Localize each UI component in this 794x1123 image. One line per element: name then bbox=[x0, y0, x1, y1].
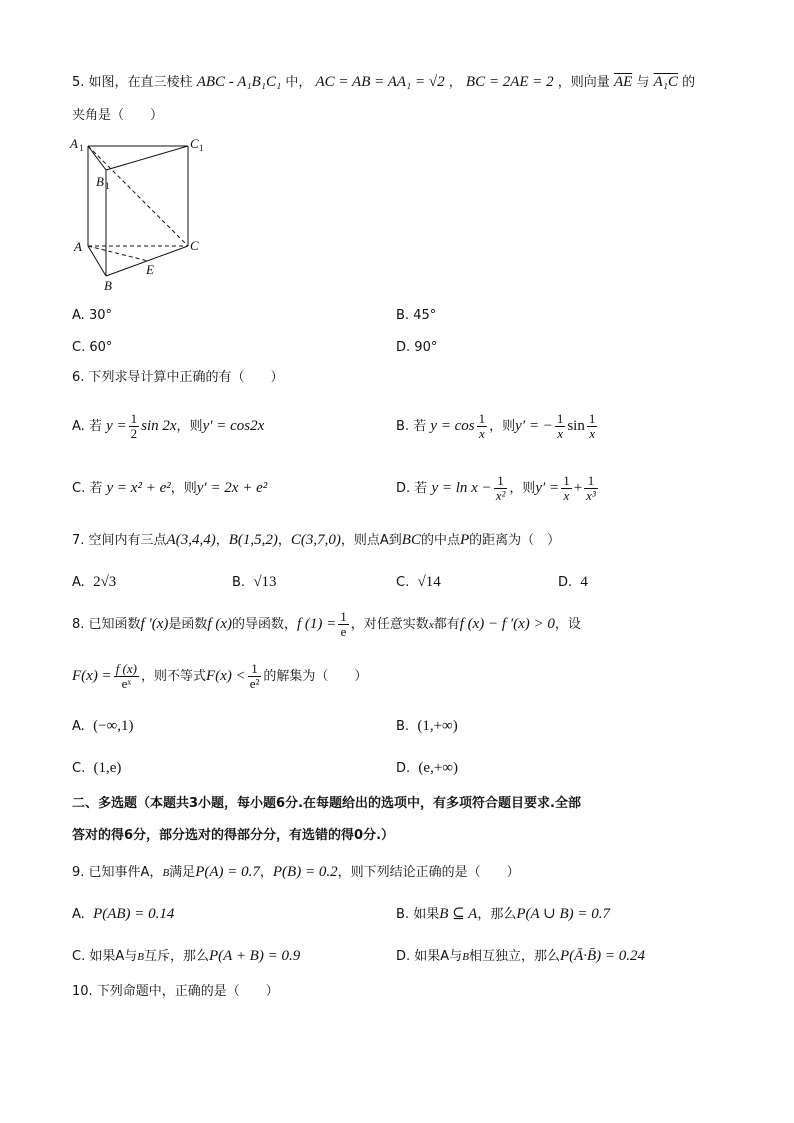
q5-option-d: D. 90° bbox=[396, 340, 438, 355]
q9-option-b: B. 如果B ⊆ A，那么P(A ∪ B) = 0.7 bbox=[396, 906, 611, 922]
q8-stem-line1: 8. 已知函数f ′(x)是函数f (x)的导函数，f (1) = $\frac{1}{e}$ ，对任意实数x都有f (x) − f ′(x) > 0，设 bbox=[72, 609, 581, 639]
q5-stem-line1: 5. 如图，在直三棱柱 ABC - A₁B₁C₁ 中， AC = AB = AA₁ = √2 ， BC = 2AE = 2 ，则向量 $\overline{AE}$ 与 A₁C 的 bbox=[72, 74, 696, 90]
q9-option-a: A. P(AB) = 0.14 bbox=[72, 906, 175, 922]
q5-prism-figure bbox=[68, 136, 218, 296]
q7-option-d: D. 4 bbox=[558, 574, 588, 590]
q7-option-c: C. √14 bbox=[396, 574, 441, 590]
section2-heading-line1: 二、多选题（本题共3小题，每小题6分.在每题给出的选项中，有多项符合题目要求.全部 bbox=[72, 796, 581, 811]
svg-text:1: 1 bbox=[105, 181, 110, 191]
q6-option-d: D. 若 y = ln x − $\frac{1}{\text{x²}}$ ，则y′ = $\frac{1}{x}$ + $\frac{1}{\text{x³}}$ bbox=[396, 473, 596, 503]
q10-stem: 10. 下列命题中，正确的是（ ） bbox=[72, 984, 279, 999]
q8-option-c: C. (1,e) bbox=[72, 760, 122, 776]
label-B1: B bbox=[96, 174, 104, 189]
q5-stem-line2: 夹角是（ ） bbox=[72, 108, 164, 123]
q7-option-b: B. √13 bbox=[232, 574, 277, 590]
q6-option-b: B. 若 y = cos $\frac{1}{x}$ ，则y′ = − $\frac{1}{x}$ sin $\frac{1}{x}$ bbox=[396, 411, 596, 441]
q9-option-d: D. 如果A与B相互独立，那么P(Ā·B̄) = 0.24 bbox=[396, 948, 646, 964]
label-A: A bbox=[74, 239, 82, 254]
q9-option-c: C. 如果A与B互斥，那么P(A + B) = 0.9 bbox=[72, 948, 301, 964]
label-C1: C bbox=[190, 136, 199, 151]
q7-stem: 7. 空间内有三点A(3,4,4)，B(1,5,2)，C(3,7,0)，则点A到BC的中点P的距离为（ ） bbox=[72, 532, 561, 548]
q8-stem-line2: F(x) = $\frac{f (x)}{\text{eˣ}}$ ，则不等式F(x) < $\frac{1}{\text{e²}}$ 的解集为（ ） bbox=[72, 661, 368, 691]
q6-option-a: A. 若 y = $\frac{1}{2}$ sin 2x，则y′ = cos2x bbox=[72, 411, 265, 441]
q5-option-b: B. 45° bbox=[396, 308, 437, 323]
section2-heading-line2: 答对的得6分，部分选对的得部分分，有选错的得0分.） bbox=[72, 828, 395, 843]
label-E: E bbox=[146, 262, 154, 277]
q9-stem: 9. 已知事件A，B满足P(A) = 0.7，P(B) = 0.2，则下列结论正确的是（ ） bbox=[72, 864, 520, 880]
q8-option-b: B. (1,+∞) bbox=[396, 718, 458, 734]
label-B: B bbox=[104, 278, 112, 293]
q6-stem: 6. 下列求导计算中正确的有（ ） bbox=[72, 370, 284, 385]
q5-option-a: A. 30° bbox=[72, 308, 112, 323]
label-A1: A bbox=[70, 136, 78, 151]
q5-option-c: C. 60° bbox=[72, 340, 113, 355]
svg-text:1: 1 bbox=[199, 143, 204, 153]
svg-text:1: 1 bbox=[79, 143, 84, 153]
q8-option-a: A. (−∞,1) bbox=[72, 718, 134, 734]
q8-option-d: D. (e,+∞) bbox=[396, 760, 458, 776]
label-C: C bbox=[190, 238, 199, 253]
q7-option-a: A. 2√3 bbox=[72, 574, 117, 590]
q6-option-c: C. 若 y = x² + e²，则y′ = 2x + e² bbox=[72, 480, 268, 496]
